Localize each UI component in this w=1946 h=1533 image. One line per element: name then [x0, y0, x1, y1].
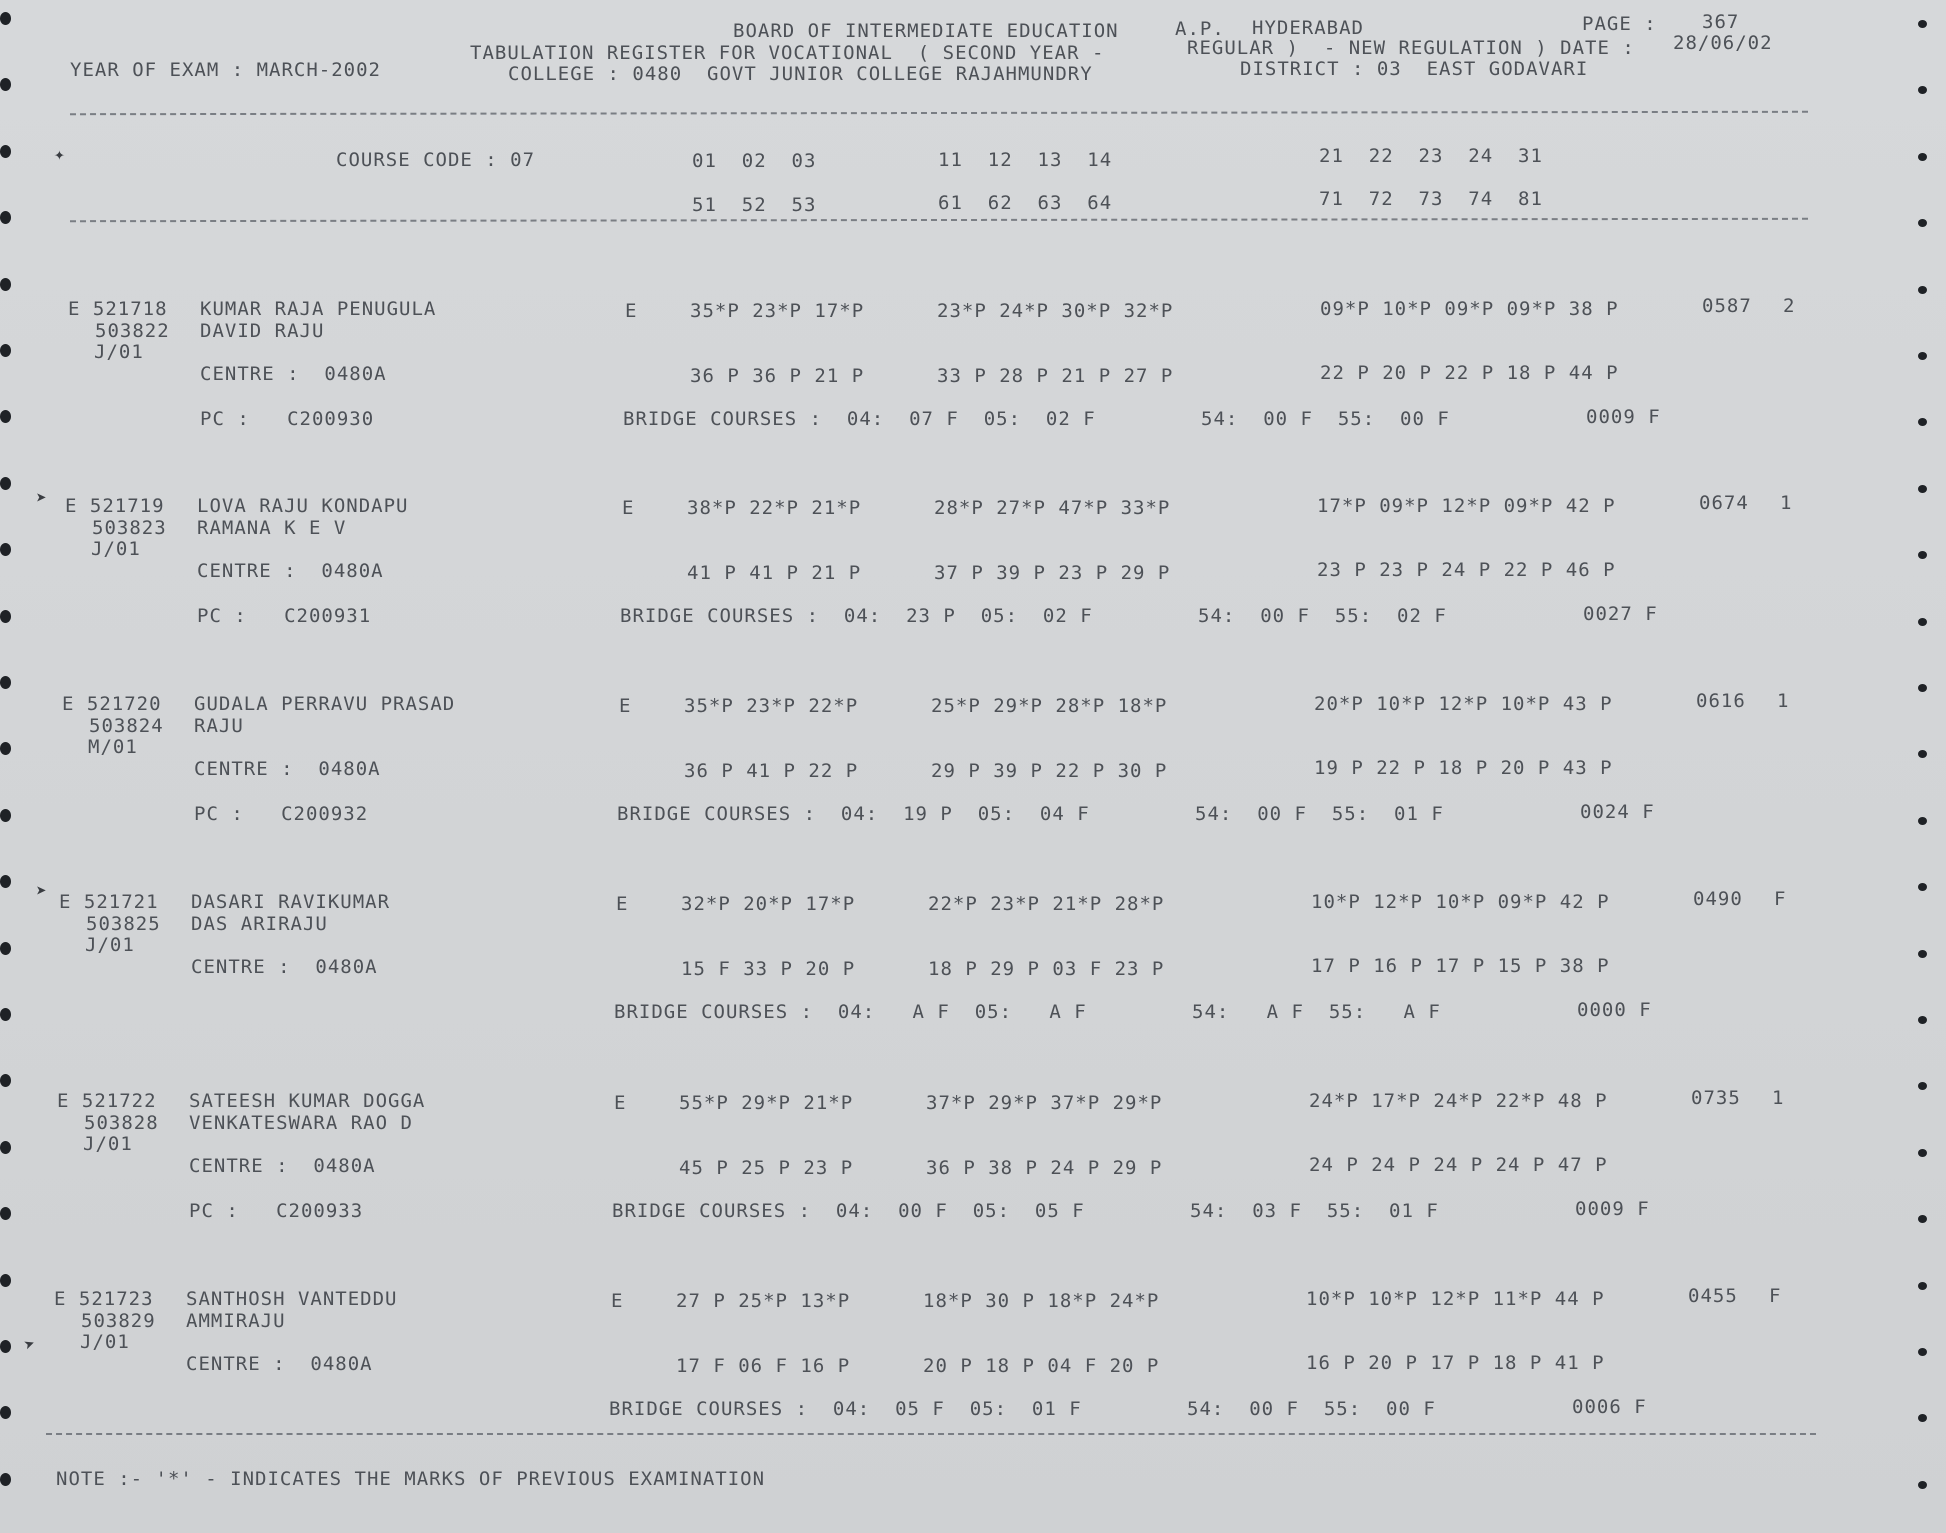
register-number: E 521719 — [65, 495, 165, 517]
bridge-courses: BRIDGE COURSES : 04: 19 P 05: 04 F — [617, 803, 1090, 825]
marks-2a: 41 P 41 P 21 P — [687, 562, 862, 584]
marks-1c: 20*P 10*P 12*P 10*P 43 P — [1314, 693, 1613, 715]
hall-ticket-number: 503828 — [84, 1112, 159, 1134]
student-record — [0, 1285, 1946, 1420]
result-division: F — [1769, 1285, 1782, 1307]
hall-ticket-number: 503822 — [95, 320, 170, 342]
exam-flag: E — [619, 695, 632, 717]
feed-hole — [0, 211, 11, 224]
feed-hole — [1918, 219, 1927, 227]
feed-hole — [0, 477, 11, 490]
feed-hole — [0, 1473, 11, 1486]
year-of-exam: YEAR OF EXAM : MARCH-2002 — [70, 59, 381, 81]
register-number: E 521721 — [59, 891, 159, 913]
marks-2a: 36 P 41 P 22 P — [684, 760, 859, 782]
feed-hole — [1918, 1414, 1927, 1422]
bridge-total: 0000 F — [1577, 999, 1652, 1021]
feed-hole — [1918, 1215, 1927, 1223]
pc-number: PC : C200933 — [189, 1200, 364, 1222]
feed-hole — [0, 676, 11, 689]
feed-hole — [1918, 883, 1927, 891]
student-record — [0, 295, 1946, 430]
bridge-courses-2: 54: 00 F 55: 00 F — [1187, 1398, 1436, 1420]
feed-hole — [0, 1008, 11, 1021]
marks-1b: 23*P 24*P 30*P 32*P — [937, 300, 1174, 322]
bridge-total: 0009 F — [1586, 406, 1661, 428]
feed-hole — [0, 809, 11, 822]
pc-number: PC : C200930 — [200, 408, 375, 430]
bridge-courses: BRIDGE COURSES : 04: 23 P 05: 02 F — [620, 605, 1093, 627]
candidate-name: LOVA RAJU KONDAPU — [197, 495, 409, 517]
hall-ticket-number: 503825 — [86, 913, 161, 935]
feed-hole — [1918, 86, 1927, 94]
feed-hole — [1918, 1016, 1927, 1024]
feed-hole — [0, 410, 11, 423]
marks-1a: 27 P 25*P 13*P — [676, 1290, 851, 1312]
feed-hole — [0, 742, 11, 755]
marks-2b: 20 P 18 P 04 F 20 P — [923, 1355, 1160, 1377]
subject-codes-1c: 21 22 23 24 31 — [1319, 145, 1543, 167]
register-number: E 521722 — [57, 1090, 157, 1112]
group-code: J/01 — [94, 341, 144, 363]
feed-hole — [0, 344, 11, 357]
divider-header — [70, 218, 1808, 222]
candidate-name: SANTHOSH VANTEDDU — [186, 1288, 398, 1310]
father-name: RAMANA K E V — [197, 517, 347, 539]
subject-codes-2a: 51 52 53 — [692, 194, 817, 216]
marks-1a: 38*P 22*P 21*P — [687, 497, 862, 519]
marks-2a: 17 F 06 F 16 P — [676, 1355, 851, 1377]
exam-flag: E — [611, 1290, 624, 1312]
candidate-name: SATEESH KUMAR DOGGA — [189, 1090, 426, 1112]
marks-1c: 10*P 10*P 12*P 11*P 44 P — [1306, 1288, 1605, 1310]
feed-hole — [1918, 684, 1927, 692]
feed-hole — [1918, 1149, 1927, 1157]
college-name: COLLEGE : 0480 GOVT JUNIOR COLLEGE RAJAHMUNDRY — [508, 63, 1093, 85]
district-name: DISTRICT : 03 EAST GODAVARI — [1240, 58, 1589, 80]
bridge-courses: BRIDGE COURSES : 04: A F 05: A F — [614, 1001, 1087, 1023]
feed-hole — [0, 942, 11, 955]
bridge-courses-2: 54: 00 F 55: 01 F — [1195, 803, 1444, 825]
bridge-total: 0024 F — [1580, 801, 1655, 823]
marks-2b: 18 P 29 P 03 F 23 P — [928, 958, 1165, 980]
feed-hole — [1918, 1082, 1927, 1090]
candidate-name: GUDALA PERRAVU PRASAD — [194, 693, 456, 715]
father-name: AMMIRAJU — [186, 1310, 286, 1332]
marks-2b: 37 P 39 P 23 P 29 P — [934, 562, 1171, 584]
father-name: DAS ARIRAJU — [191, 913, 328, 935]
feed-hole — [0, 1274, 11, 1287]
page-number: 367 — [1702, 11, 1740, 33]
marks-1a: 35*P 23*P 17*P — [690, 300, 865, 322]
bridge-total: 0006 F — [1572, 1396, 1647, 1418]
marks-2c: 19 P 22 P 18 P 20 P 43 P — [1314, 757, 1613, 779]
group-code: J/01 — [83, 1133, 133, 1155]
feed-hole — [0, 78, 11, 91]
exam-flag: E — [614, 1092, 627, 1114]
feed-hole — [0, 610, 11, 623]
hall-ticket-number: 503824 — [89, 715, 164, 737]
page-label: PAGE : — [1582, 13, 1657, 35]
exam-flag: E — [625, 300, 638, 322]
candidate-name: KUMAR RAJA PENUGULA — [200, 298, 437, 320]
board-state: A.P. — [1175, 18, 1225, 40]
regulation-text: REGULAR ) - NEW REGULATION ) DATE : — [1187, 37, 1635, 59]
total-marks: 0455 — [1688, 1285, 1738, 1307]
candidate-name: DASARI RAVIKUMAR — [191, 891, 391, 913]
total-marks: 0616 — [1696, 690, 1746, 712]
total-marks: 0490 — [1693, 888, 1743, 910]
feed-hole — [1918, 286, 1927, 294]
marks-2c: 17 P 16 P 17 P 15 P 38 P — [1311, 955, 1610, 977]
bridge-courses: BRIDGE COURSES : 04: 00 F 05: 05 F — [612, 1200, 1085, 1222]
student-record — [0, 1087, 1946, 1222]
marks-1a: 35*P 23*P 22*P — [684, 695, 859, 717]
centre-code: CENTRE : 0480A — [197, 560, 384, 582]
marks-1b: 37*P 29*P 37*P 29*P — [926, 1092, 1163, 1114]
board-city: HYDERABAD — [1252, 17, 1364, 39]
result-division: 1 — [1780, 492, 1793, 514]
feed-hole — [1918, 817, 1927, 825]
print-date: 28/06/02 — [1673, 32, 1773, 54]
student-record — [0, 888, 1946, 1023]
feed-hole — [1918, 418, 1927, 426]
punch-mark: ➤ — [36, 881, 47, 902]
marks-1b: 22*P 23*P 21*P 28*P — [928, 893, 1165, 915]
hall-ticket-number: 503823 — [92, 517, 167, 539]
father-name: DAVID RAJU — [200, 320, 325, 342]
subject-codes-2c: 71 72 73 74 81 — [1319, 188, 1543, 210]
pc-number: PC : C200932 — [194, 803, 369, 825]
total-marks: 0674 — [1699, 492, 1749, 514]
exam-flag: E — [622, 497, 635, 519]
result-division: F — [1774, 888, 1787, 910]
footnote: NOTE :- '*' - INDICATES THE MARKS OF PREVIOUS EXAMINATION — [56, 1468, 766, 1490]
bridge-total: 0027 F — [1583, 603, 1658, 625]
divider-bottom — [46, 1433, 1816, 1435]
marks-1b: 18*P 30 P 18*P 24*P — [923, 1290, 1160, 1312]
feed-hole — [0, 1406, 11, 1419]
feed-hole — [1918, 20, 1927, 28]
feed-hole — [0, 1340, 11, 1353]
register-number: E 521720 — [62, 693, 162, 715]
bridge-courses: BRIDGE COURSES : 04: 07 F 05: 02 F — [623, 408, 1096, 430]
student-record — [0, 492, 1946, 627]
group-code: J/01 — [80, 1331, 130, 1353]
group-code: J/01 — [85, 934, 135, 956]
centre-code: CENTRE : 0480A — [189, 1155, 376, 1177]
student-record — [0, 690, 1946, 825]
feed-hole — [1918, 950, 1927, 958]
total-marks: 0587 — [1702, 295, 1752, 317]
marks-1c: 10*P 12*P 10*P 09*P 42 P — [1311, 891, 1610, 913]
feed-hole — [1918, 618, 1927, 626]
marks-2c: 16 P 20 P 17 P 18 P 41 P — [1306, 1352, 1605, 1374]
marks-1b: 25*P 29*P 28*P 18*P — [931, 695, 1168, 717]
register-number: E 521718 — [68, 298, 168, 320]
feed-hole — [0, 1207, 11, 1220]
total-marks: 0735 — [1691, 1087, 1741, 1109]
subject-codes-1a: 01 02 03 — [692, 150, 817, 172]
register-title: TABULATION REGISTER FOR VOCATIONAL ( SECOND YEAR - — [470, 42, 1105, 64]
centre-code: CENTRE : 0480A — [200, 363, 387, 385]
feed-hole — [0, 1141, 11, 1154]
centre-code: CENTRE : 0480A — [191, 956, 378, 978]
feed-hole — [1918, 1348, 1927, 1356]
punch-mark: ✦ — [54, 144, 65, 165]
centre-code: CENTRE : 0480A — [194, 758, 381, 780]
register-number: E 521723 — [54, 1288, 154, 1310]
bridge-courses-2: 54: 00 F 55: 02 F — [1198, 605, 1447, 627]
marks-1c: 09*P 10*P 09*P 09*P 38 P — [1320, 298, 1619, 320]
punch-mark: ➤ — [36, 488, 47, 509]
feed-hole — [0, 12, 11, 25]
result-division: 1 — [1777, 690, 1790, 712]
marks-2b: 36 P 38 P 24 P 29 P — [926, 1157, 1163, 1179]
feed-hole — [1918, 750, 1927, 758]
feed-hole — [0, 278, 11, 291]
feed-hole — [1918, 153, 1927, 161]
marks-2b: 33 P 28 P 21 P 27 P — [937, 365, 1174, 387]
feed-hole — [1918, 352, 1927, 360]
marks-2c: 22 P 20 P 22 P 18 P 44 P — [1320, 362, 1619, 384]
feed-hole — [0, 875, 11, 888]
group-code: J/01 — [91, 538, 141, 560]
feed-hole — [1918, 551, 1927, 559]
feed-hole — [0, 145, 11, 158]
hall-ticket-number: 503829 — [81, 1310, 156, 1332]
marks-2a: 15 F 33 P 20 P — [681, 958, 856, 980]
course-code-label: COURSE CODE : 07 — [336, 149, 536, 171]
marks-2c: 23 P 23 P 24 P 22 P 46 P — [1317, 559, 1616, 581]
marks-1c: 17*P 09*P 12*P 09*P 42 P — [1317, 495, 1616, 517]
father-name: VENKATESWARA RAO D — [189, 1112, 413, 1134]
feed-hole — [1918, 1282, 1927, 1290]
bridge-total: 0009 F — [1575, 1198, 1650, 1220]
bridge-courses-2: 54: A F 55: A F — [1192, 1001, 1441, 1023]
feed-hole — [1918, 485, 1927, 493]
feed-hole — [0, 1074, 11, 1087]
bridge-courses: BRIDGE COURSES : 04: 05 F 05: 01 F — [609, 1398, 1082, 1420]
marks-2a: 36 P 36 P 21 P — [690, 365, 865, 387]
marks-2a: 45 P 25 P 23 P — [679, 1157, 854, 1179]
group-code: M/01 — [88, 736, 138, 758]
father-name: RAJU — [194, 715, 244, 737]
marks-1c: 24*P 17*P 24*P 22*P 48 P — [1309, 1090, 1608, 1112]
divider-top — [70, 111, 1808, 115]
pc-number: PC : C200931 — [197, 605, 372, 627]
marks-2b: 29 P 39 P 22 P 30 P — [931, 760, 1168, 782]
marks-2c: 24 P 24 P 24 P 24 P 47 P — [1309, 1154, 1608, 1176]
board-title: BOARD OF INTERMEDIATE EDUCATION — [733, 20, 1119, 42]
marks-1a: 55*P 29*P 21*P — [679, 1092, 854, 1114]
result-division: 2 — [1783, 295, 1796, 317]
subject-codes-1b: 11 12 13 14 — [938, 149, 1113, 171]
punch-mark: ➤ — [21, 1333, 39, 1357]
subject-codes-2b: 61 62 63 64 — [938, 192, 1113, 214]
result-division: 1 — [1772, 1087, 1785, 1109]
centre-code: CENTRE : 0480A — [186, 1353, 373, 1375]
marks-1b: 28*P 27*P 47*P 33*P — [934, 497, 1171, 519]
bridge-courses-2: 54: 03 F 55: 01 F — [1190, 1200, 1439, 1222]
bridge-courses-2: 54: 00 F 55: 00 F — [1201, 408, 1450, 430]
feed-hole — [1918, 1481, 1927, 1489]
marks-1a: 32*P 20*P 17*P — [681, 893, 856, 915]
exam-flag: E — [616, 893, 629, 915]
feed-hole — [0, 543, 11, 556]
